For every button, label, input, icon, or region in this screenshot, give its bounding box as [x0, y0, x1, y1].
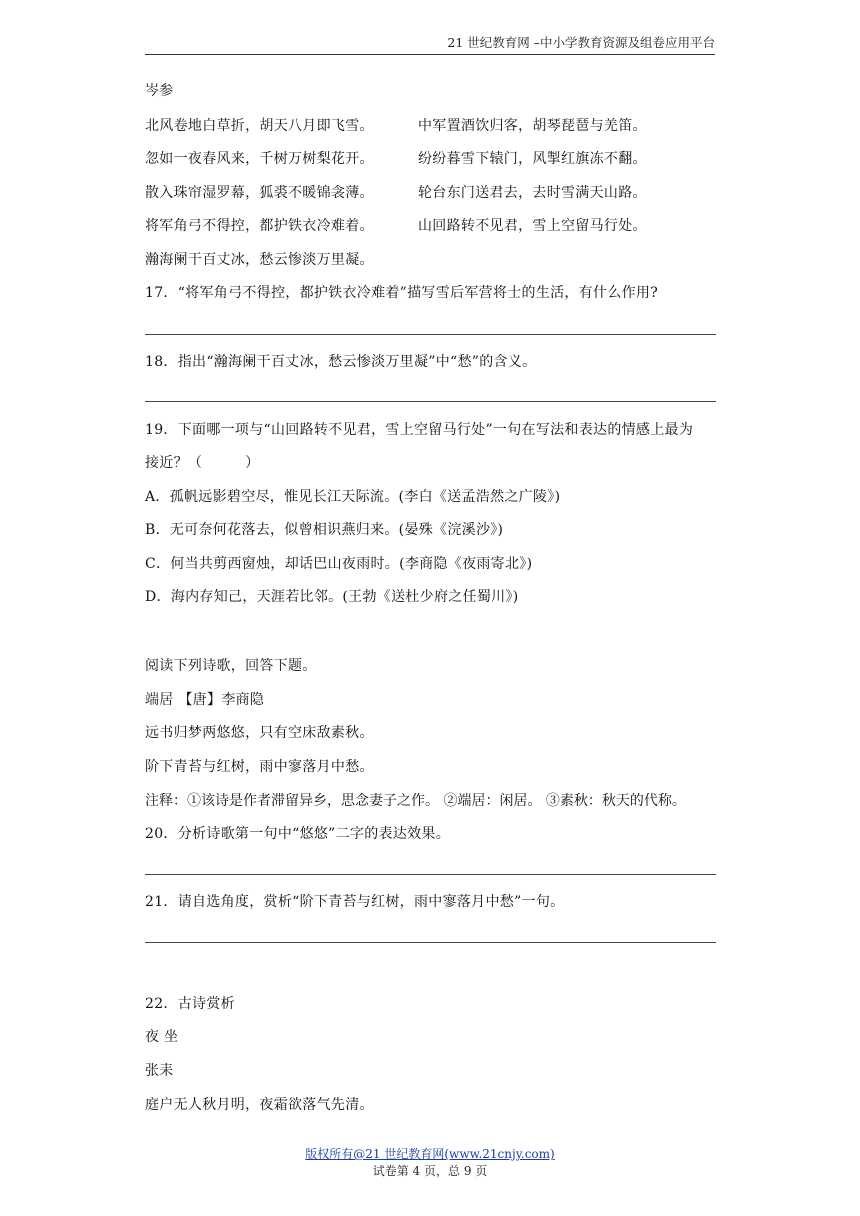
poem1-left-line-5: 瀚海阑干百丈冰，愁云惨淡万里凝。 — [145, 252, 374, 268]
poem2-line-2: 阶下青苔与红树，雨中寥落月中愁。 — [145, 759, 374, 775]
poem1-right-line-1: 中军置酒饮归客，胡琴琵琶与羌笛。 — [418, 118, 647, 134]
question-21: 21．请自选角度，赏析“阶下青苔与红树，雨中寥落月中愁”一句。 — [145, 894, 565, 910]
poem1-left-line-4: 将军角弓不得控，都护铁衣冷难着。 — [145, 218, 374, 234]
option-d: D．海内存知己，天涯若比邻。(王勃《送杜少府之任蜀川》) — [145, 589, 519, 605]
answer-line-20[interactable] — [145, 874, 716, 875]
question-18: 18．指出“瀚海阑干百丈冰，愁云惨淡万里凝”中“愁”的含义。 — [145, 354, 537, 370]
poem1-left-line-2: 忽如一夜春风来，千树万树梨花开。 — [145, 151, 374, 167]
poem1-left-line-1: 北风卷地白草折，胡天八月即飞雪。 — [145, 118, 374, 134]
answer-line-17[interactable] — [145, 334, 716, 335]
question-19-line-2: 接近？（ ） — [145, 455, 260, 471]
poem2-note: 注释：①该诗是作者滞留异乡，思念妻子之作。 ②端居：闲居。 ③素秋：秋天的代称。 — [145, 793, 686, 809]
question-20: 20．分析诗歌第一句中“悠悠”二字的表达效果。 — [145, 826, 451, 842]
poem1-right-line-4: 山回路转不见君，雪上空留马行处。 — [418, 218, 647, 234]
poem3-line-1: 庭户无人秋月明，夜霜欲落气先清。 — [145, 1097, 374, 1113]
option-a: A．孤帆远影碧空尽，惟见长江天际流。(李白《送孟浩然之广陵》) — [145, 489, 561, 505]
answer-line-21[interactable] — [145, 942, 716, 943]
poem2-intro: 阅读下列诗歌，回答下题。 — [145, 658, 317, 674]
option-b: B．无可奈何花落去，似曾相识燕归来。(晏殊《浣溪沙》) — [145, 522, 504, 538]
option-c: C．何当共剪西窗烛，却话巴山夜雨时。(李商隐《夜雨寄北》) — [145, 556, 533, 572]
header-text: 21 世纪教育网 –中小学教育资源及组卷应用平台 — [447, 35, 715, 50]
poem2-title: 端居 【唐】李商隐 — [145, 692, 265, 708]
poem1-right-line-2: 纷纷暮雪下辕门，风掣红旗冻不翻。 — [418, 151, 647, 167]
question-17: 17．“将军角弓不得控，都护铁衣冷难着”描写雪后军营将士的生活，有什么作用? — [145, 285, 659, 301]
question-22: 22．古诗赏析 — [145, 996, 235, 1012]
poem1-author: 岑参 — [145, 83, 174, 99]
poem1-right-line-3: 轮台东门送君去，去时雪满天山路。 — [418, 185, 647, 201]
page-header — [145, 32, 715, 55]
poem2-line-1: 远书归梦两悠悠，只有空床敌素秋。 — [145, 725, 374, 741]
page-number: 试卷第 4 页，总 9 页 — [372, 1164, 488, 1178]
poem1-left-line-3: 散入珠帘湿罗幕，狐裘不暖锦衾薄。 — [145, 185, 374, 201]
poem3-title: 夜 坐 — [145, 1029, 179, 1045]
copyright-link[interactable]: 版权所有@21 世纪教育网(www.21cnjy.com) — [305, 1147, 555, 1161]
answer-line-18[interactable] — [145, 401, 716, 402]
question-19-line-1: 19．下面哪一项与“山回路转不见君，雪上空留马行处”一句在写法和表达的情感上最为 — [145, 422, 694, 438]
poem3-author: 张耒 — [145, 1063, 174, 1079]
